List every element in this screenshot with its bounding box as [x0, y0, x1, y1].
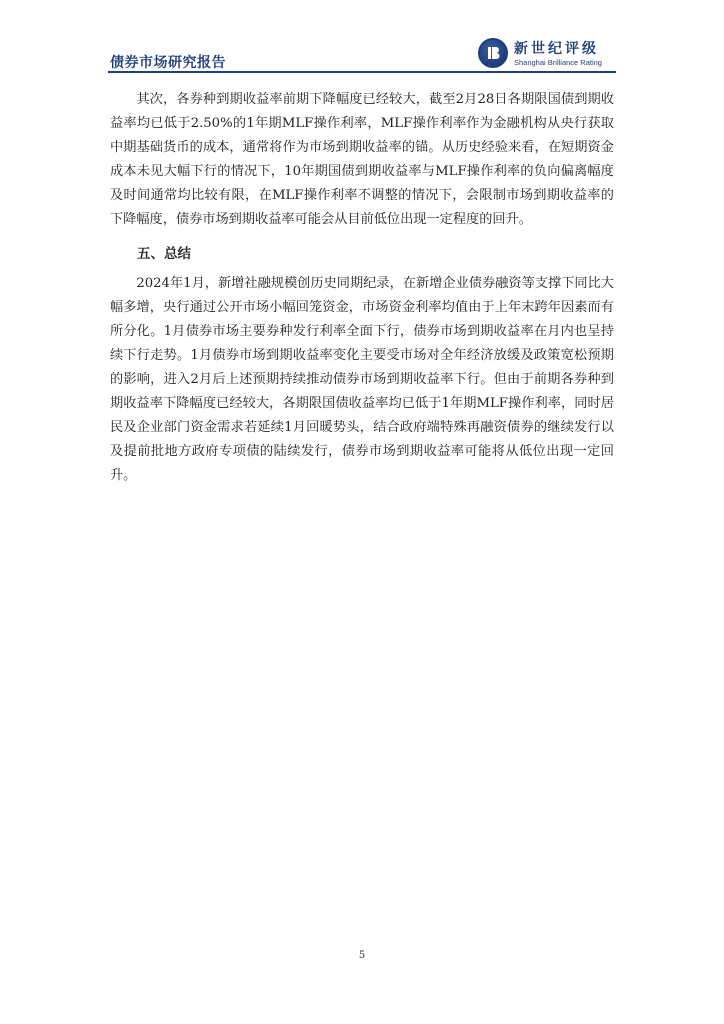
paragraph-outlook: 其次，各券种到期收益率前期下降幅度已经较大，截至2月28日各期限国债到期收益率均已低于2.50%的1年期MLF操作利率，MLF操作利率作为金融机构从央行获取中期基础货币的成本，通常将作为市场到期收益率的锚。从历史经验来看，在短期资金成本未见大幅下行的情况下，10年期国债到期收益率与MLF操作利率的负向偏离幅度及时间通常均比较有限，在MLF操作利率不调整的情况下，会限制市场到期收益率的下降幅度，债券市场到期收益率可能会从目前低位出现一定程度的回升。: [110, 92, 614, 227]
page-number: 5: [358, 950, 366, 961]
section-heading-summary: 五、总结: [137, 246, 191, 262]
brilliance-logo-icon: [478, 38, 508, 68]
report-series-title: 债券市场研究报告: [110, 55, 226, 71]
paragraph-summary: 2024年1月，新增社融规模创历史同期纪录，在新增企业债券融资等支撑下同比大幅多增，央行通过公开市场小幅回笼资金，市场资金利率均值由于上年末跨年因素而有所分化。1月债券市场主要券种发行利率全面下行，债券市场到期收益率在月内也呈持续下行走势。1月债券市场到期收益率变化主要受市场对全年经济放缓及政策宽松预期的影响，进入2月后上述预期持续推动债券市场到期收益率下行。但由于前期各券种到期收益率下降幅度已经较大，各期限国债收益率均已低于1年期MLF操作利率，同时居民及企业部门资金需求若延续1月回暖势头，结合政府端特殊再融资债券的继续发行以及提前批地方政府专项债的陆续发行，债券市场到期收益率可能将从低位出现一定回升。: [110, 276, 614, 483]
header-divider: [108, 71, 616, 73]
logo-english-name: Shanghai Brilliance Rating: [514, 57, 602, 67]
company-logo: [478, 38, 602, 68]
report-body: [110, 88, 614, 488]
logo-chinese-name: 新世纪评级: [514, 40, 599, 57]
